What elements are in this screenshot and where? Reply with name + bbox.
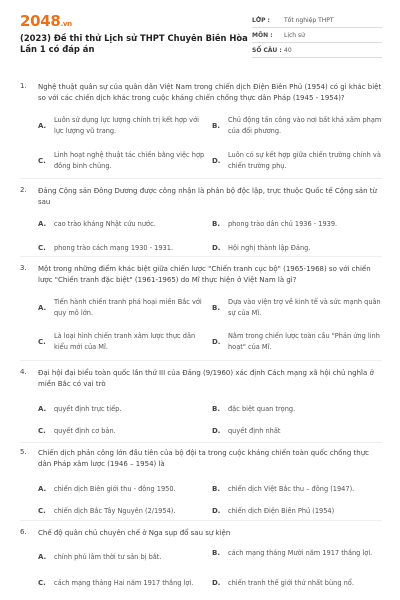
option-letter: D. xyxy=(212,427,221,436)
divider xyxy=(20,256,382,257)
option-letter: C. xyxy=(38,579,46,588)
option-letter: B. xyxy=(212,485,220,494)
option-c[interactable] xyxy=(38,578,208,589)
option-letter: D. xyxy=(212,507,221,516)
option-text: phong trào dân chủ 1936 - 1939. xyxy=(228,220,338,228)
question-number: 3. xyxy=(20,264,27,272)
option-text: Nằm trong chiến lược toàn cầu "Phản ứng linh hoạt" của Mĩ. xyxy=(228,332,380,351)
option-text: chiến dịch Điện Biên Phủ (1954) xyxy=(228,507,335,515)
option-b[interactable] xyxy=(212,404,382,415)
option-text: phong trào cách mạng 1930 - 1931. xyxy=(54,244,174,252)
option-text: chiến dịch Biên giới thu - đông 1950. xyxy=(54,485,176,493)
option-letter: B. xyxy=(212,303,220,312)
option-text: chiến dịch Việt Bắc thu – đông (1947). xyxy=(228,485,355,493)
option-letter: C. xyxy=(38,337,46,346)
option-text: cao trào kháng Nhật cứu nước. xyxy=(54,220,156,228)
option-text: quyết định nhất xyxy=(228,427,281,435)
option-text: quyết định trực tiếp. xyxy=(54,405,122,413)
option-letter: A. xyxy=(38,553,47,562)
question-text: Chiến dịch phản công lớn đầu tiên của bộ đội ta trong cuộc kháng chiến toàn quốc chống thực dân Pháp xâm lược (1946 – 1954) là xyxy=(38,449,369,468)
option-a[interactable] xyxy=(38,219,208,230)
option-text: Là loại hình chiến tranh xâm lược thực dân kiểu mới của Mĩ. xyxy=(54,332,196,351)
exam-meta xyxy=(252,13,382,58)
meta-row-subject xyxy=(252,28,382,43)
option-text: quyết định cơ bản. xyxy=(54,427,116,435)
option-a[interactable] xyxy=(38,115,208,136)
option-letter: C. xyxy=(38,507,46,516)
option-text: cách mạng tháng Mười năm 1917 thắng lợi. xyxy=(228,549,373,557)
option-a[interactable] xyxy=(38,404,208,415)
option-b[interactable] xyxy=(212,115,382,136)
option-d[interactable] xyxy=(212,243,382,254)
question-number: 5. xyxy=(20,448,27,456)
option-letter: B. xyxy=(212,121,220,130)
option-text: Chủ động tấn công vào nơi bất khả xâm phạm của đối phương. xyxy=(228,116,382,135)
option-d[interactable] xyxy=(212,331,382,352)
question-text: Đảng Cộng sản Đông Dương được công nhận là phân bộ độc lập, trực thuộc Quốc tế Cộng sản từ sau xyxy=(38,187,377,206)
option-letter: B. xyxy=(212,220,220,229)
option-text: Tiến hành chiến tranh phá hoại miền Bắc với quy mô lớn. xyxy=(54,298,202,317)
option-text: Dựa vào viện trợ về kinh tế và sức mạnh quân sự của Mĩ. xyxy=(228,298,381,317)
meta-value: Lịch sử xyxy=(284,31,305,39)
site-logo[interactable] xyxy=(20,12,72,30)
exam-title: (2023) Đề thi thử Lịch sử THPT Chuyên Biên Hòa Lần 1 có đáp án xyxy=(20,33,248,54)
option-text: chính phủ lâm thời tư sản bị bắt. xyxy=(54,553,162,561)
question-number: 2. xyxy=(20,186,27,194)
option-text: Luôn sử dụng lực lượng chính trị kết hợp với lực lượng vũ trang. xyxy=(54,116,199,135)
option-a[interactable] xyxy=(38,552,208,563)
option-c[interactable] xyxy=(38,331,208,352)
option-letter: D. xyxy=(212,579,221,588)
option-letter: D. xyxy=(212,337,221,346)
option-c[interactable] xyxy=(38,426,208,437)
option-letter: C. xyxy=(38,156,46,165)
divider xyxy=(20,360,382,361)
logo-tld: .vn xyxy=(60,20,72,28)
option-letter: D. xyxy=(212,244,221,253)
option-d[interactable] xyxy=(212,506,382,517)
option-text: đặc biệt quan trọng. xyxy=(228,405,296,413)
divider xyxy=(20,520,382,521)
meta-key: SỐ CÂU : xyxy=(252,46,282,54)
option-letter: A. xyxy=(38,220,47,229)
meta-key: MÔN : xyxy=(252,31,273,39)
question-number: 6. xyxy=(20,528,27,536)
option-d[interactable] xyxy=(212,578,382,589)
option-letter: C. xyxy=(38,244,46,253)
meta-value: 40 xyxy=(284,46,292,54)
meta-row-count xyxy=(252,43,382,58)
option-text: chiến dịch Bắc Tây Nguyên (2/1954). xyxy=(54,507,176,515)
divider xyxy=(20,178,382,179)
question-text: Nghệ thuật quân sự của quân dân Việt Nam trong chiến dịch Điện Biên Phủ (1954) có gì khác biệt so với các chiến dịch khác trong cuộc kháng chiến chống thực dân Pháp (1945 - 1954)? xyxy=(38,83,382,102)
option-letter: A. xyxy=(38,405,47,414)
divider xyxy=(20,442,382,443)
option-b[interactable] xyxy=(212,297,382,318)
option-b[interactable] xyxy=(212,484,382,495)
option-letter: D. xyxy=(212,156,221,165)
meta-value: Tốt nghiệp THPT xyxy=(284,16,334,24)
option-a[interactable] xyxy=(38,484,208,495)
question-number: 4. xyxy=(20,368,27,376)
option-c[interactable] xyxy=(38,243,208,254)
option-text: Luôn có sự kết hợp giữa chiến trường chính và chiến trường phụ. xyxy=(228,151,381,170)
option-letter: B. xyxy=(212,405,220,414)
option-letter: A. xyxy=(38,485,47,494)
option-c[interactable] xyxy=(38,506,208,517)
option-text: chiến tranh thế giới thứ nhất bùng nổ. xyxy=(228,579,354,587)
option-a[interactable] xyxy=(38,297,208,318)
option-d[interactable] xyxy=(212,426,382,437)
option-b[interactable] xyxy=(212,219,382,230)
question-text: Đại hội đại biểu toàn quốc lần thứ III của Đảng (9/1960) xác định Cách mạng xã hội chủ nghĩa ở miền Bắc có vai trò xyxy=(38,369,374,388)
option-d[interactable] xyxy=(212,150,382,171)
option-text: Hội nghị thành lập Đảng. xyxy=(228,244,311,252)
option-text: Linh hoạt nghệ thuật tác chiến bằng việc hợp đồng binh chủng. xyxy=(54,151,205,170)
question-number: 1. xyxy=(20,82,27,90)
exam-header xyxy=(0,0,400,64)
option-text: cách mạng tháng Hai năm 1917 thắng lợi. xyxy=(54,579,194,587)
option-letter: A. xyxy=(38,303,47,312)
option-b[interactable] xyxy=(212,548,382,559)
meta-row-class xyxy=(252,13,382,28)
logo-main: 2048 xyxy=(20,12,61,30)
option-letter: A. xyxy=(38,121,47,130)
question-text: Một trong những điểm khác biệt giữa chiến lược "Chiến tranh cục bộ" (1965-1968) so với chiến lược "Chiến tranh đặc biệt" (1961-1965) do Mĩ thực hiện ở Việt Nam là gì? xyxy=(38,265,371,284)
option-letter: C. xyxy=(38,427,46,436)
meta-key: LỚP : xyxy=(252,16,270,24)
option-letter: B. xyxy=(212,549,220,558)
question-text: Chế độ quân chủ chuyên chế ở Nga sụp đổ sau sự kiện xyxy=(38,529,231,537)
option-c[interactable] xyxy=(38,150,208,171)
